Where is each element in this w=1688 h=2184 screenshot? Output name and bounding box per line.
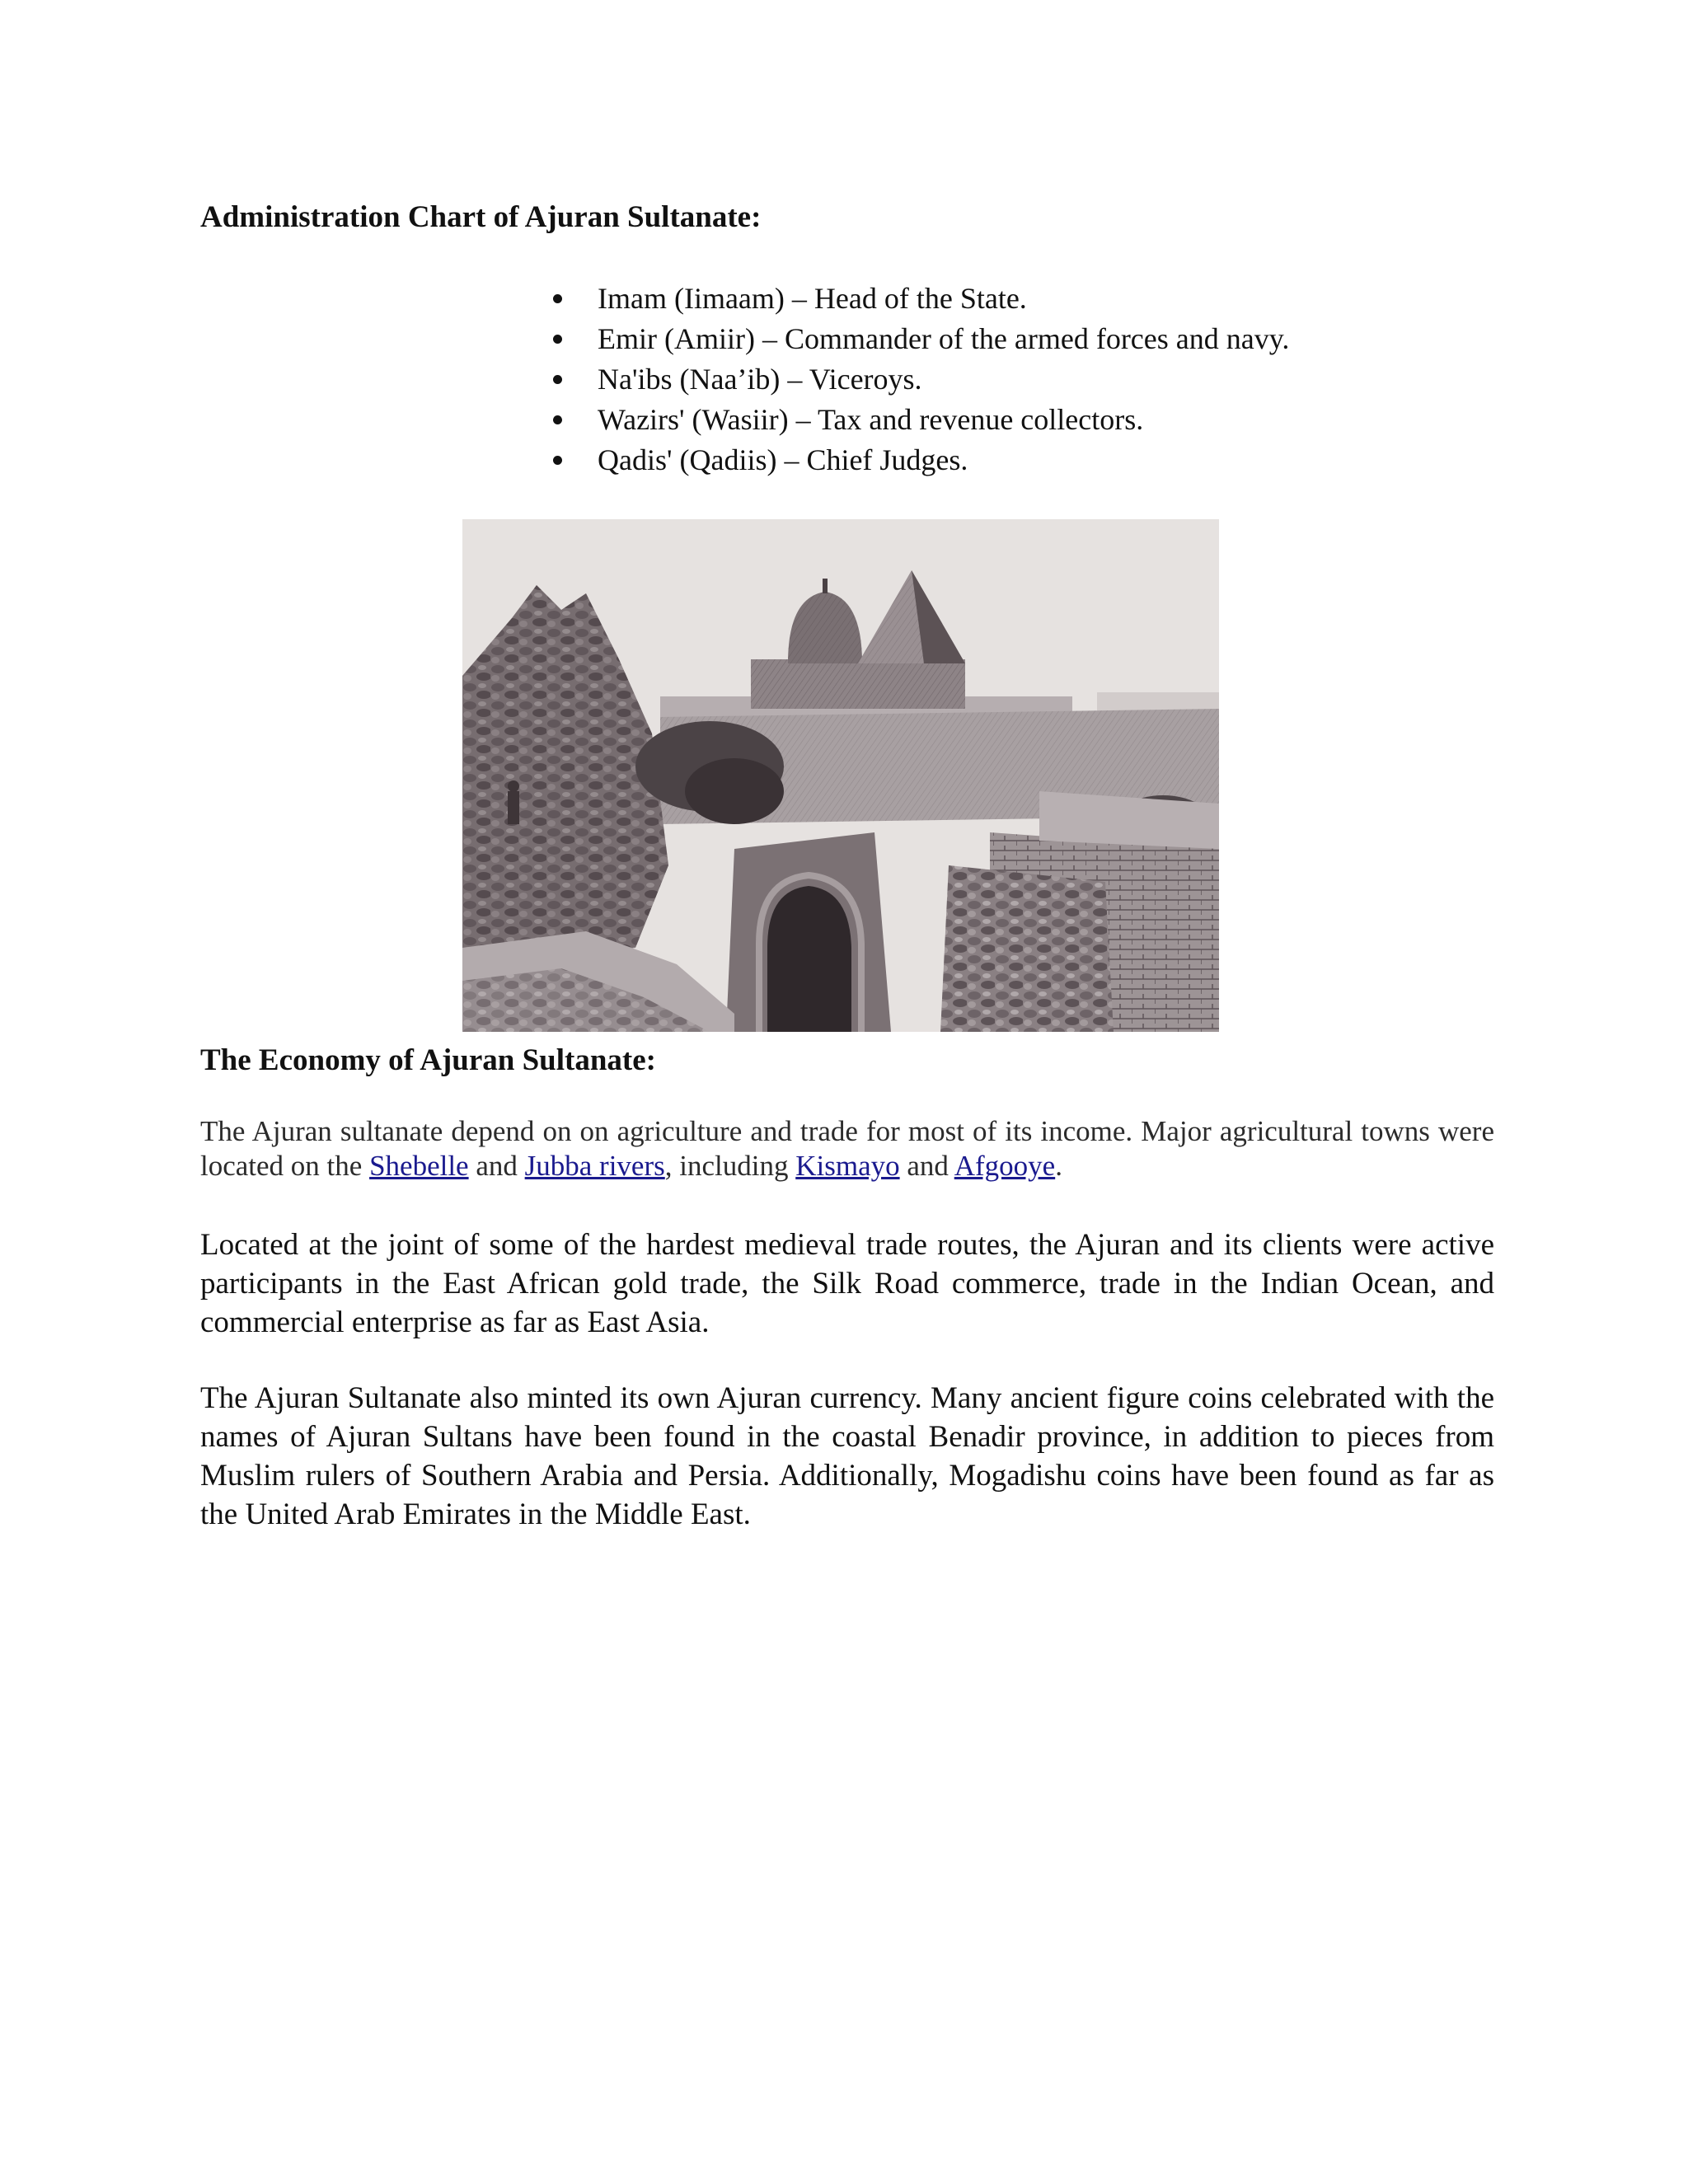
paragraph-text: . xyxy=(1055,1150,1062,1182)
bullet-icon xyxy=(553,456,562,465)
paragraph-text: The Ajuran sultanate depend on on agriculture and trade for most of its income. Major agricultural towns were located on the xyxy=(200,1115,1494,1182)
bullet-icon xyxy=(553,375,562,384)
economy-heading: The Economy of Ajuran Sultanate: xyxy=(200,1043,656,1077)
list-item xyxy=(548,319,1289,359)
administration-heading: Administration Chart of Ajuran Sultanate: xyxy=(200,200,762,234)
list-item xyxy=(548,400,1289,440)
list-item xyxy=(548,279,1289,319)
list-item-text: Wazirs' (Wasiir) – Tax and revenue collectors. xyxy=(598,403,1144,436)
list-item xyxy=(548,359,1289,400)
economy-paragraph-currency: The Ajuran Sultanate also minted its own Ajuran currency. Many ancient figure coins celebrated with the names of Ajuran Sultans have been found in the coastal Benadir province, in addition to pieces from Muslim rulers of Southern Arabia and Persia. Additionally, Mogadishu coins have been found as far as the United Arab Emirates in the Middle East. xyxy=(200,1381,1494,1531)
ruins-engraving-image xyxy=(462,519,1219,1032)
historic-ruins-engraving-icon xyxy=(462,519,1219,1032)
list-item xyxy=(548,440,1289,480)
bullet-icon xyxy=(553,294,562,303)
bullet-icon xyxy=(553,415,562,424)
list-item-text: Emir (Amiir) – Commander of the armed forces and navy. xyxy=(598,322,1290,355)
list-item-text: Imam (Iimaam) – Head of the State. xyxy=(598,282,1027,315)
paragraph-text: and xyxy=(468,1150,525,1182)
paragraph-text: , including xyxy=(664,1150,796,1182)
afgooye-link[interactable]: Afgooye xyxy=(954,1150,1056,1182)
jubba-rivers-link[interactable]: Jubba rivers xyxy=(524,1150,665,1182)
list-item-text: Na'ibs (Naa’ib) – Viceroys. xyxy=(598,363,922,396)
kismayo-link[interactable]: Kismayo xyxy=(795,1150,900,1182)
paragraph-text: and xyxy=(899,1150,954,1182)
economy-paragraph-trade: Located at the joint of some of the hardest medieval trade routes, the Ajuran and its clients were active participants in the East African gold trade, the Silk Road commerce, trade in the Indian Ocean, and commercial enterprise as far as East Asia. xyxy=(200,1228,1494,1339)
bullet-icon xyxy=(553,335,562,344)
list-item-text: Qadis' (Qadiis) – Chief Judges. xyxy=(598,443,968,476)
shebelle-link[interactable]: Shebelle xyxy=(369,1150,469,1182)
administration-list xyxy=(548,279,1289,480)
economy-paragraph-agriculture xyxy=(200,1114,1494,1183)
